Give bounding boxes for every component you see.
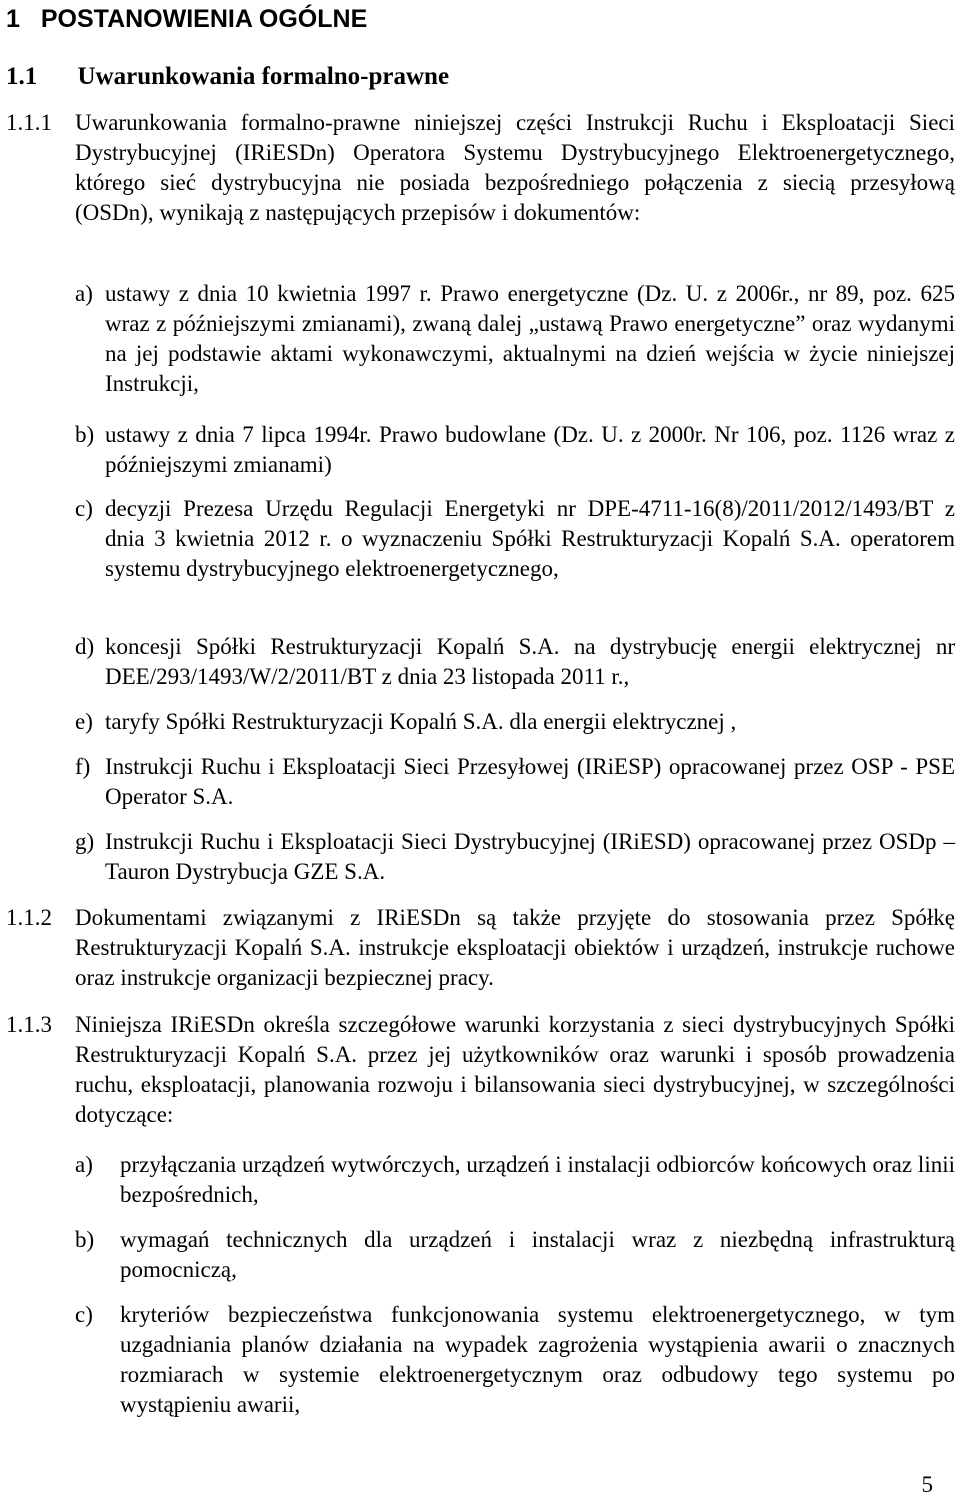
list-item	[75, 827, 955, 887]
list-item	[75, 279, 955, 399]
heading-2	[6, 62, 449, 92]
section-number: 1.1.1	[6, 110, 52, 135]
list-item-text: taryfy Spółki Restrukturyzacji Kopalń S.A. dla energii elektrycznej ,	[105, 709, 737, 734]
list-item-label: d)	[75, 634, 95, 659]
list-item-label: g)	[75, 829, 95, 854]
list-item	[75, 1225, 955, 1285]
list-item-text: ustawy z dnia 10 kwietnia 1997 r. Prawo energetyczne (Dz. U. z 2006r., nr 89, poz. 625 wraz z późniejszymi zmianami), zwaną dalej „ustawą Prawo energetyczne” oraz wydanymi na jej podstawie aktami wykonawczymi, aktualnymi na dzień wejścia w życie niniejszej Instrukcji,	[105, 281, 955, 396]
list-item-text: wymagań technicznych dla urządzeń i instalacji wraz z niezbędną infrastrukturą pomocniczą,	[120, 1227, 955, 1282]
list-item	[75, 1300, 955, 1420]
list-item	[75, 494, 955, 584]
list-item-text: ustawy z dnia 7 lipca 1994r. Prawo budowlane (Dz. U. z 2000r. Nr 106, poz. 1126 wraz z późniejszymi zmianami)	[105, 422, 955, 477]
section-number: 1.1.3	[6, 1012, 52, 1037]
list-item-label: c)	[75, 1302, 93, 1327]
list-item-label: a)	[75, 281, 93, 306]
section-paragraph: Niniejsza IRiESDn określa szczegółowe warunki korzystania z sieci dystrybucyjnych Spółki Restrukturyzacji Kopalń S.A. przez jej użytkowników oraz warunki i sposób prowadzenia ruchu, eksploatacji, planowania rozwoju i bilansowania sieci dystrybucyjnej, w szczególności dotyczące:	[75, 1012, 955, 1127]
section-paragraph: Uwarunkowania formalno-prawne niniejszej części Instrukcji Ruchu i Eksploatacji Sieci Dystrybucyjnej (IRiESDn) Operatora Systemu Dystrybucyjnego Elektroenergetycznego, którego sieć dystrybucyjna nie posiada bezpośredniego połączenia z siecią przesyłową (OSDn), wynikają z następujących przepisów i dokumentów:	[75, 110, 955, 225]
list-item-label: c)	[75, 496, 93, 521]
heading-1-title: POSTANOWIENIA OGÓLNE	[40, 5, 368, 33]
list-item-label: b)	[75, 422, 95, 447]
list-item-label: a)	[75, 1152, 93, 1177]
list-item-label: b)	[75, 1227, 95, 1252]
heading-2-title: Uwarunkowania formalno-prawne	[77, 63, 450, 90]
list-item-text: koncesji Spółki Restrukturyzacji Kopalń S.A. na dystrybucję energii elektrycznej nr DEE/293/1493/W/2/2011/BT z dnia 23 listopada 2011 r.,	[105, 634, 955, 689]
list-item	[75, 420, 955, 480]
page-number: 5	[921, 1472, 933, 1497]
section-number: 1.1.2	[6, 905, 52, 930]
heading-2-number: 1.1	[6, 63, 38, 90]
heading-1	[6, 4, 367, 34]
list-item-text: przyłączania urządzeń wytwórczych, urządzeń i instalacji odbiorców końcowych oraz linii bezpośrednich,	[120, 1152, 955, 1207]
list-item-text: decyzji Prezesa Urzędu Regulacji Energetyki nr DPE-4711-16(8)/2011/2012/1493/BT z dnia 3 kwietnia 2012 r. o wyznaczeniu Spółki Restrukturyzacji Kopalń S.A. operatorem systemu dystrybucyjnego elektroenergetycznego,	[105, 496, 955, 581]
list-item-label: f)	[75, 754, 91, 779]
list-item-text: Instrukcji Ruchu i Eksploatacji Sieci Przesyłowej (IRiESP) opracowanej przez OSP - PSE Operator S.A.	[105, 754, 955, 809]
list-item	[75, 752, 955, 812]
list-item-label: e)	[75, 709, 93, 734]
list-item	[75, 632, 955, 692]
list-item-text: kryteriów bezpieczeństwa funkcjonowania systemu elektroenergetycznego, w tym uzgadniania planów działania na wypadek zagrożenia wystąpienia awarii o znacznych rozmiarach w systemie elektroenergetycznym oraz odbudowy tego systemu po wystąpieniu awarii,	[120, 1302, 955, 1417]
list-item	[75, 1150, 955, 1210]
heading-1-number: 1	[6, 5, 20, 33]
list-item-text: Instrukcji Ruchu i Eksploatacji Sieci Dystrybucyjnej (IRiESD) opracowanej przez OSDp – Tauron Dystrybucja GZE S.A.	[105, 829, 955, 884]
list-item	[75, 707, 955, 737]
section-paragraph: Dokumentami związanymi z IRiESDn są także przyjęte do stosowania przez Spółkę Restrukturyzacji Kopalń S.A. instrukcje eksploatacji obiektów i urządzeń, instrukcje ruchowe oraz instrukcje organizacji bezpiecznej pracy.	[75, 905, 955, 990]
